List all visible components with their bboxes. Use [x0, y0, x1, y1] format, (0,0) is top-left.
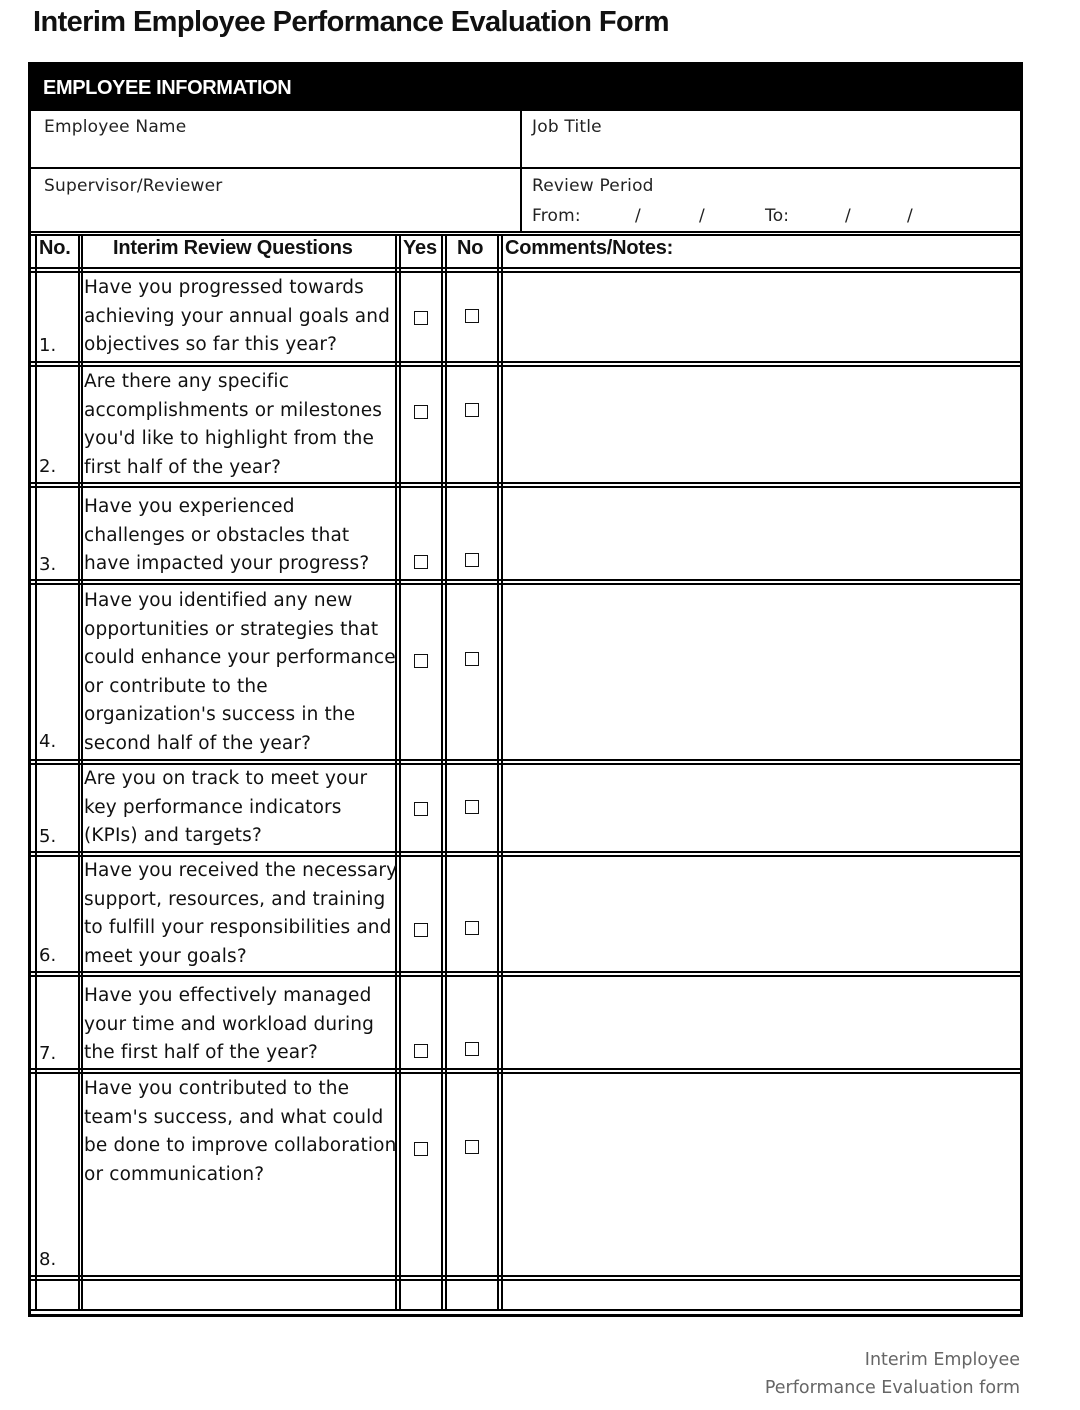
divider [31, 1309, 1020, 1311]
no-checkbox[interactable] [465, 1140, 479, 1154]
divider [441, 234, 443, 1311]
column-header-comments: Comments/Notes: [505, 237, 674, 259]
divider [31, 1068, 1020, 1070]
divider [31, 759, 1020, 761]
divider [31, 1279, 1020, 1281]
job-title-label: Job Title [532, 117, 602, 137]
divider [31, 167, 1020, 169]
divider [31, 1275, 1020, 1277]
question-text: Have you effectively managed your time and workload during the first half of the year? [84, 985, 375, 1063]
divider [31, 486, 1020, 488]
question-number: 5. [39, 826, 57, 847]
divider [31, 231, 1020, 233]
question-text: Are there any specific accomplishments or milestones you'd like to highlight from the first half of the year? [84, 371, 383, 478]
no-checkbox[interactable] [465, 800, 479, 814]
divider [31, 971, 1020, 973]
no-checkbox[interactable] [465, 403, 479, 417]
yes-checkbox[interactable] [414, 654, 428, 668]
no-checkbox[interactable] [465, 921, 479, 935]
question-number: 8. [39, 1249, 57, 1270]
yes-checkbox[interactable] [414, 311, 428, 325]
footer [765, 1346, 1020, 1402]
divider [78, 234, 80, 1311]
divider [497, 234, 499, 1311]
question-text: Have you identified any new opportunities or strategies that could enhance your performance or contribute to the organization's success in the second half of the year? [84, 590, 396, 754]
question-text: Have you received the necessary support, resources, and training to fulfill your responsibilities and meet your goals? [84, 860, 398, 967]
page-title: Interim Employee Performance Evaluation Form [33, 6, 669, 38]
to-label: To: [765, 206, 790, 226]
yes-checkbox[interactable] [414, 1044, 428, 1058]
question-number: 3. [39, 554, 57, 575]
footer-line-2: Performance Evaluation form [764, 1378, 1020, 1398]
column-header-questions: Interim Review Questions [113, 237, 353, 259]
employee-info-header: EMPLOYEE INFORMATION [31, 65, 1020, 111]
divider [31, 234, 1020, 236]
divider [31, 851, 1020, 853]
divider [31, 267, 1020, 269]
divider [31, 271, 1020, 273]
divider [445, 234, 447, 1311]
column-header-no-answer: No [457, 237, 484, 259]
question-number: 7. [39, 1043, 57, 1064]
divider [31, 583, 1020, 585]
evaluation-form [28, 62, 1023, 1317]
divider [399, 234, 401, 1311]
question-text: Have you experienced challenges or obstacles that have impacted your progress? [84, 496, 370, 574]
review-period-label: Review Period [532, 176, 654, 196]
yes-checkbox[interactable] [414, 555, 428, 569]
question-text: Are you on track to meet your key performance indicators (KPIs) and targets? [84, 768, 368, 846]
supervisor-label: Supervisor/Reviewer [44, 176, 223, 196]
divider [31, 1072, 1020, 1074]
date-separator: / [907, 206, 913, 226]
no-checkbox[interactable] [465, 309, 479, 323]
from-label: From: [532, 206, 581, 226]
divider [35, 234, 37, 1311]
yes-checkbox[interactable] [414, 405, 428, 419]
yes-checkbox[interactable] [414, 1142, 428, 1156]
divider [31, 579, 1020, 581]
divider [31, 975, 1020, 977]
divider [81, 234, 83, 1311]
question-number: 6. [39, 945, 57, 966]
question-text: Have you progressed towards achieving your annual goals and objectives so far this year? [84, 277, 391, 355]
column-header-yes: Yes [403, 237, 437, 259]
footer-line-1: Interim Employee [864, 1350, 1020, 1370]
date-separator: / [635, 206, 641, 226]
divider [31, 361, 1020, 363]
yes-checkbox[interactable] [414, 923, 428, 937]
question-number: 2. [39, 456, 57, 477]
question-number: 4. [39, 731, 57, 752]
column-header-no: No. [39, 237, 71, 259]
divider [501, 234, 503, 1311]
divider [31, 482, 1020, 484]
no-checkbox[interactable] [465, 553, 479, 567]
yes-checkbox[interactable] [414, 802, 428, 816]
question-number: 1. [39, 335, 57, 356]
date-separator: / [845, 206, 851, 226]
divider [31, 365, 1020, 367]
question-text: Have you contributed to the team's success, and what could be done to improve collaboration or communication? [84, 1078, 397, 1185]
divider [520, 111, 522, 231]
employee-name-label: Employee Name [44, 117, 187, 137]
date-separator: / [699, 206, 705, 226]
no-checkbox[interactable] [465, 1042, 479, 1056]
no-checkbox[interactable] [465, 652, 479, 666]
